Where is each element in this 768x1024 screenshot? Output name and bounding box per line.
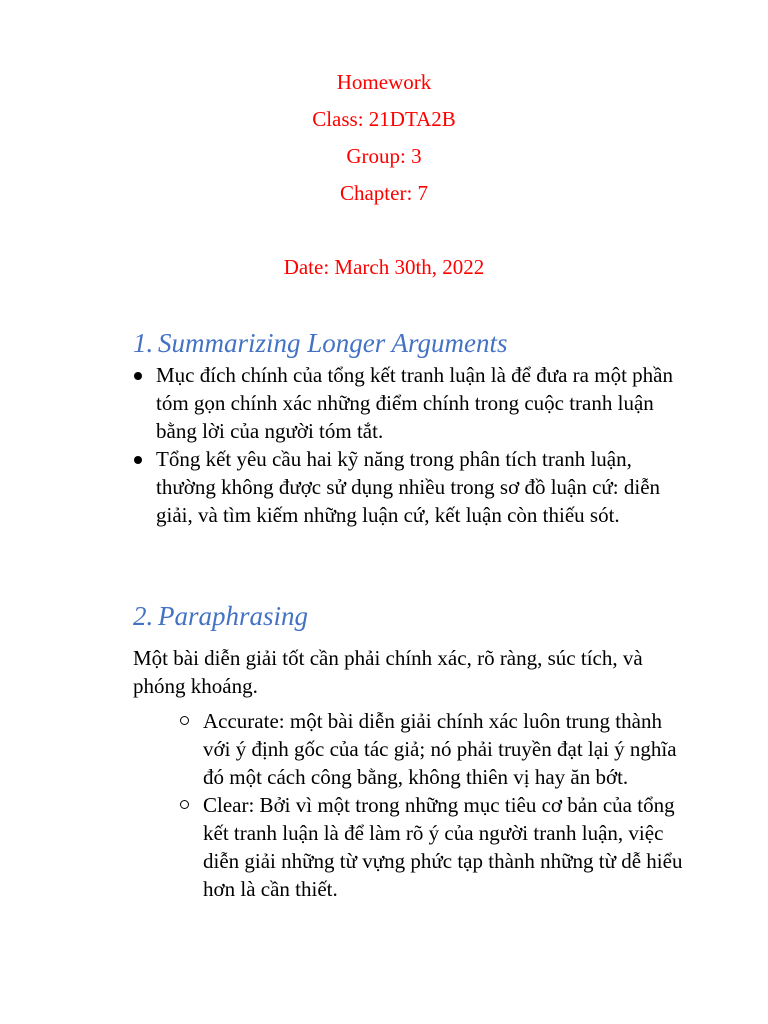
list-item	[133, 361, 693, 445]
bullet-icon	[134, 456, 142, 464]
section-number: 2.	[133, 601, 154, 631]
section-title: Summarizing Longer Arguments	[158, 328, 508, 358]
bullet-icon	[134, 372, 142, 380]
list-item	[133, 445, 693, 529]
section-number: 1.	[133, 328, 154, 358]
class-line: Class: 21DTA2B	[312, 107, 456, 131]
sub-bullet-text: Accurate: một bài diễn giải chính xác luôn trung thành với ý định gốc của tác giả; nó phải truyền đạt lại ý nghĩa đó một cách công bằng, không thiên vị hay ăn bớt.	[203, 709, 677, 789]
section-heading-paraphrasing	[133, 600, 308, 632]
bullet-text: Mục đích chính của tổng kết tranh luận là để đưa ra một phần tóm gọn chính xác những điểm chính trong cuộc tranh luận bằng lời của người tóm tắt.	[156, 363, 673, 443]
section-heading-summarizing	[133, 327, 508, 359]
circle-bullet-icon	[180, 800, 189, 809]
circle-bullet-icon	[180, 716, 189, 725]
homework-title: Homework	[336, 70, 432, 94]
list-item	[180, 707, 690, 791]
group-line: Group: 3	[346, 144, 422, 168]
paraphrasing-intro: Một bài diễn giải tốt cần phải chính xác, rõ ràng, súc tích, và phóng khoáng.	[133, 646, 643, 698]
paraphrasing-sub-list	[180, 707, 690, 903]
chapter-line: Chapter: 7	[339, 181, 429, 205]
sub-bullet-text: Clear: Bởi vì một trong những mục tiêu cơ bản của tổng kết tranh luận là để làm rõ ý của người tranh luận, việc diễn giải những từ vựng phức tạp thành những từ dễ hiểu hơn là cần thiết.	[203, 793, 683, 901]
list-item	[180, 791, 690, 903]
summarizing-bullet-list	[133, 361, 693, 529]
section-title: Paraphrasing	[158, 601, 309, 631]
bullet-text: Tổng kết yêu cầu hai kỹ năng trong phân tích tranh luận, thường không được sử dụng nhiều trong sơ đồ luận cứ: diễn giải, và tìm kiếm những luận cứ, kết luận còn thiếu sót.	[156, 447, 661, 527]
date-line: Date: March 30th, 2022	[283, 255, 485, 279]
